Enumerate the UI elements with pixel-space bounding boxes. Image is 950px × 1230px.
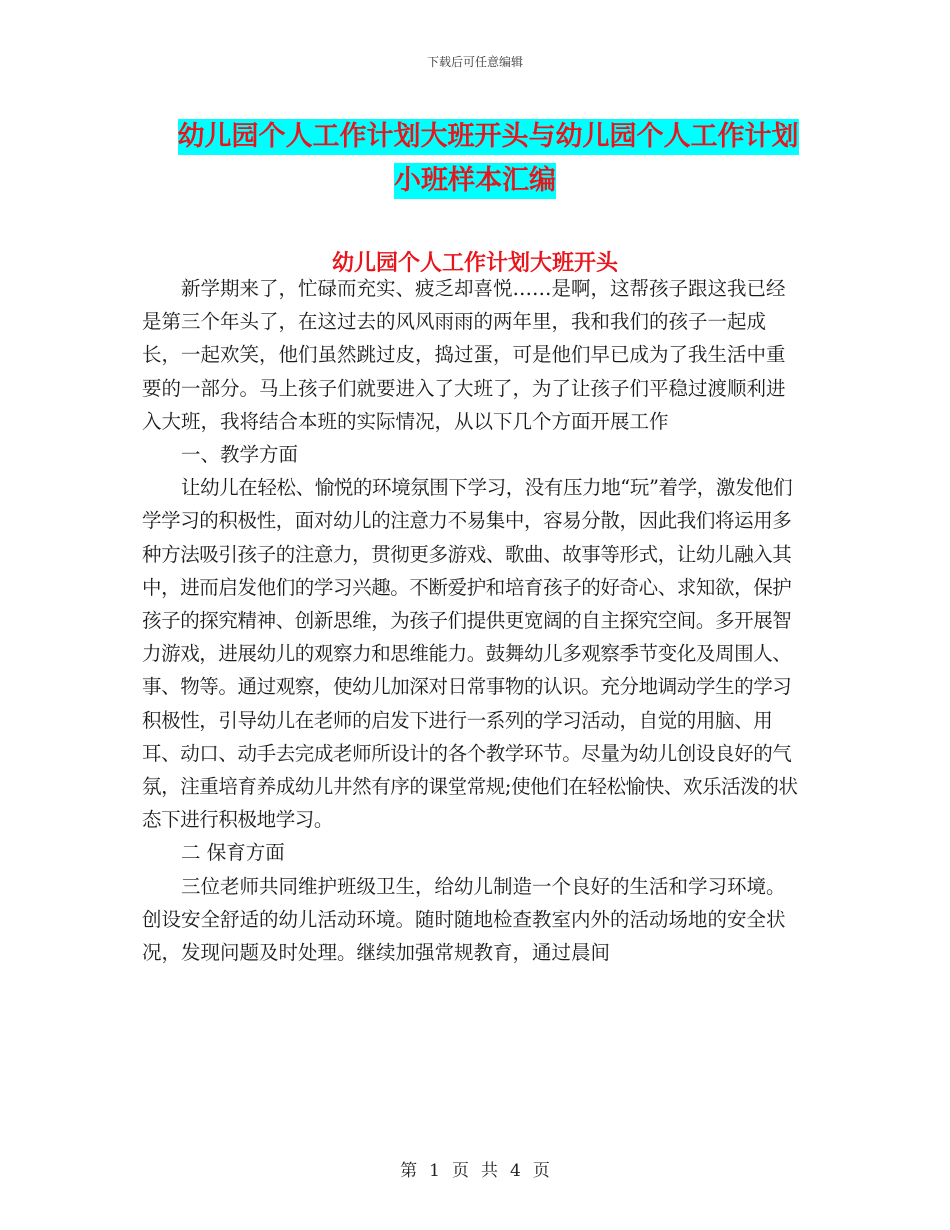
paragraph-intro: 新学期来了，忙碌而充实、疲乏却喜悦……是啊，这帮孩子跟这我已经是第三个年头了，在这过去的风风雨雨的两年里，我和我们的孩子一起成长，一起欢笑，他们虽然跳过皮，捣过蛋，可是他们早已成为了我生活中重要的一部分。马上孩子们就要进入了大班了，为了让孩子们平稳过渡顺利进入大班，我将结合本班的实际情况，从以下几个方面开展工作 bbox=[142, 277, 786, 433]
section-title: 幼儿园个人工作计划大班开头 bbox=[331, 251, 618, 276]
header-note: 下载后可任意编辑 bbox=[426, 55, 523, 69]
footer-page-word: 页 bbox=[452, 1161, 469, 1181]
paragraph-teaching: 让幼儿在轻松、愉悦的环境氛围下学习，没有压力地“玩”着学，激发他们学学习的积极性，面对幼儿的注意力不易集中，容易分散，因此我们将运用多种方法吸引孩子的注意力，贯彻更多游戏、歌曲、故事等形式，让幼儿融入其中，进而启发他们的学习兴趣。不断爱护和培育孩子的好奇心、求知欲，保护孩子的探究精神、创新思维，为孩子们提供更宽阔的自主探究空间。多开展智力游戏，进展幼儿的观察力和思维能力。鼓舞幼儿多观察季节变化及周围人、事、物等。通过观察，使幼儿加深对日常事物的认识。充分地调动学生的学习积极性，引导幼儿在老师的启发下进行一系列的学习活动，自觉的用脑、用耳、动口、动手去完成老师所设计的各个教学环节。尽量为幼儿创设良好的气氛，注重培育养成幼儿井然有序的课堂常规;使他们在轻松愉快、欢乐活泼的状态下进行积极地学习。 bbox=[142, 476, 798, 832]
title-highlight-2: 小班样本汇编 bbox=[394, 163, 556, 199]
page-footer bbox=[0, 1156, 950, 1181]
document-title-line-1 bbox=[0, 114, 950, 153]
footer-prefix: 第 bbox=[400, 1161, 418, 1181]
footer-page-number: 1 bbox=[429, 1161, 440, 1181]
footer-total-label: 共 bbox=[481, 1161, 498, 1181]
heading-teaching: 一、教学方面 bbox=[181, 443, 299, 467]
title-highlight-1: 幼儿园个人工作计划大班开头与幼儿园个人工作计划 bbox=[178, 119, 799, 155]
body-text bbox=[142, 272, 802, 969]
heading-care: 二 保育方面 bbox=[181, 841, 285, 865]
footer-total-pages: 4 bbox=[510, 1161, 521, 1181]
paragraph-care: 三位老师共同维护班级卫生，给幼儿制造一个良好的生活和学习环境。创设安全舒适的幼儿活动环境。随时随地检查教室内外的活动场地的安全状况，发现问题及时处理。继续加强常规教育，通过晨间 bbox=[142, 874, 786, 965]
footer-suffix: 页 bbox=[532, 1161, 550, 1181]
document-title-line-2 bbox=[0, 158, 950, 197]
